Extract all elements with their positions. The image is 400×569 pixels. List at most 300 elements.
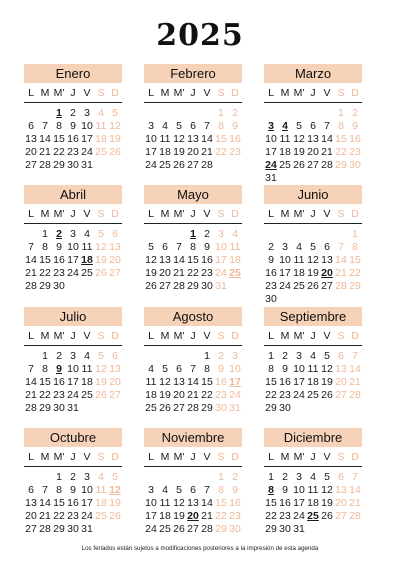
day-cell: 1 [268,471,274,483]
day-cell: 10 [293,484,305,496]
day-cell: 2 [56,350,62,362]
day-cell: 3 [70,350,76,362]
day-cell: 19 [145,267,157,279]
day-cell: 5 [98,350,104,362]
empty-day-cell [186,107,200,120]
day-cell: 3 [70,228,76,240]
day-cell: 24 [145,523,157,535]
day-cell: 18 [159,146,171,158]
day-cell: 21 [39,146,51,158]
day-cell: 30 [67,523,79,535]
weekday-label: L [28,330,34,342]
day-cell: 4 [310,350,316,362]
day-cell: 6 [112,228,118,240]
weekday-label: D [231,87,239,99]
day-cell: 23 [229,146,241,158]
day-cell: 17 [293,376,305,388]
day-cell: 27 [307,159,319,171]
day-cell: 9 [232,484,238,496]
weekday-label: L [148,208,154,220]
days-grid [144,471,242,536]
day-cell: 9 [70,120,76,132]
day-cell: 28 [25,402,37,414]
day-cell: 29 [265,402,277,414]
day-cell: 6 [176,363,182,375]
day-cell: 3 [84,107,90,119]
day-cell: 12 [95,363,107,375]
day-cell: 23 [279,389,291,401]
day-cell: 9 [282,484,288,496]
day-cell: 1 [268,350,274,362]
day-cell: 5 [112,107,118,119]
weekday-label: S [97,87,105,99]
day-cell: 18 [293,267,305,279]
day-cell: 21 [201,146,213,158]
day-cell: 31 [81,159,93,171]
day-cell: 9 [70,484,76,496]
day-cell: 23 [265,280,277,292]
weekday-label: D [111,330,119,342]
weekday-label: M [40,451,50,463]
empty-day-cell [144,471,158,484]
day-cell: 21 [201,510,213,522]
weekday-label: M' [173,208,185,220]
holiday-day-cell: 8 [268,484,274,496]
month-name: Febrero [144,64,242,83]
day-cell: 27 [173,402,185,414]
weekday-label: D [111,451,119,463]
weekday-label: S [217,330,225,342]
empty-day-cell [144,228,158,241]
empty-day-cell [278,107,292,120]
day-cell: 4 [310,471,316,483]
day-cell: 18 [81,376,93,388]
day-cell: 5 [112,471,118,483]
holiday-day-cell: 25 [229,267,241,279]
day-cell: 27 [335,510,347,522]
days-grid [264,107,362,185]
month-abril [24,185,122,293]
holiday-day-cell: 18 [81,254,93,266]
day-cell: 2 [352,107,358,119]
weekday-label: M' [293,208,305,220]
weekday-label: S [217,87,225,99]
weekday-label: M [280,330,290,342]
day-cell: 12 [109,120,121,132]
weekday-label: J [190,208,196,220]
day-cell: 29 [201,402,213,414]
day-cell: 11 [159,497,171,509]
weekday-label: M [280,87,290,99]
day-cell: 2 [282,471,288,483]
days-grid [264,228,362,306]
month-marzo [264,64,362,185]
weekday-label: J [70,451,76,463]
day-cell: 8 [190,241,196,253]
day-cell: 27 [187,159,199,171]
holiday-day-cell: 24 [265,159,277,171]
day-cell: 8 [42,241,48,253]
day-cell: 28 [39,159,51,171]
weekday-label: M' [53,87,65,99]
day-cell: 23 [349,146,361,158]
empty-day-cell [320,228,334,241]
day-cell: 23 [53,267,65,279]
day-cell: 5 [162,363,168,375]
day-cell: 7 [42,120,48,132]
day-cell: 17 [279,267,291,279]
day-cell: 9 [282,363,288,375]
day-cell: 4 [148,363,154,375]
day-cell: 29 [187,280,199,292]
day-cell: 12 [95,241,107,253]
day-cell: 15 [349,254,361,266]
month-name: Abril [24,185,122,204]
day-cell: 14 [349,363,361,375]
day-cell: 5 [324,350,330,362]
month-agosto [144,307,242,415]
day-cell: 19 [321,497,333,509]
day-cell: 3 [296,350,302,362]
day-cell: 28 [173,280,185,292]
weekday-label: L [268,330,274,342]
weekday-label: M [160,451,170,463]
holiday-day-cell: 20 [187,510,199,522]
day-cell: 27 [109,267,121,279]
day-cell: 10 [67,363,79,375]
day-cell: 6 [324,241,330,253]
day-cell: 15 [53,497,65,509]
day-cell: 22 [53,510,65,522]
day-cell: 4 [84,228,90,240]
day-cell: 13 [335,363,347,375]
month-enero [24,64,122,172]
weekday-label: D [351,330,359,342]
day-cell: 3 [282,241,288,253]
day-cell: 7 [338,241,344,253]
day-cell: 27 [321,280,333,292]
day-cell: 1 [204,350,210,362]
weekday-label: V [203,451,211,463]
day-cell: 8 [352,241,358,253]
empty-day-cell [264,228,278,241]
day-cell: 12 [173,133,185,145]
day-cell: 22 [39,267,51,279]
weekday-header [24,329,122,346]
day-cell: 16 [279,497,291,509]
day-cell: 23 [279,510,291,522]
day-cell: 20 [25,510,37,522]
day-cell: 22 [215,146,227,158]
day-cell: 27 [187,523,199,535]
day-cell: 28 [321,159,333,171]
weekday-label: S [97,208,105,220]
day-cell: 18 [307,376,319,388]
day-cell: 12 [293,133,305,145]
days-grid [144,228,242,293]
day-cell: 26 [293,159,305,171]
day-cell: 8 [218,120,224,132]
day-cell: 19 [321,376,333,388]
day-cell: 11 [307,484,319,496]
day-cell: 20 [109,376,121,388]
day-cell: 19 [95,376,107,388]
day-cell: 1 [56,471,62,483]
holiday-day-cell: 17 [229,376,241,388]
weekday-label: M' [53,208,65,220]
day-cell: 22 [335,146,347,158]
day-cell: 11 [95,484,107,496]
weekday-header [264,207,362,224]
weekday-label: S [217,208,225,220]
month-septiembre [264,307,362,415]
day-cell: 29 [53,159,65,171]
weekday-header [24,207,122,224]
weekday-label: M' [53,330,65,342]
day-cell: 30 [53,402,65,414]
weekday-label: S [337,451,345,463]
day-cell: 8 [218,484,224,496]
day-cell: 3 [148,120,154,132]
holiday-day-cell: 25 [307,510,319,522]
day-cell: 25 [81,389,93,401]
day-cell: 21 [349,376,361,388]
day-cell: 16 [67,133,79,145]
day-cell: 12 [145,254,157,266]
day-cell: 11 [293,254,305,266]
day-cell: 4 [84,350,90,362]
day-cell: 10 [229,363,241,375]
day-cell: 13 [187,497,199,509]
day-cell: 1 [42,228,48,240]
weekday-label: M' [173,330,185,342]
weekday-header [144,329,242,346]
day-cell: 17 [67,376,79,388]
day-cell: 7 [28,363,34,375]
weekday-label: J [310,330,316,342]
weekday-label: S [217,451,225,463]
month-febrero [144,64,242,172]
weekday-label: M [40,330,50,342]
weekday-label: V [83,451,91,463]
weekday-label: D [111,208,119,220]
day-cell: 28 [201,523,213,535]
weekday-label: S [337,208,345,220]
day-cell: 16 [67,497,79,509]
day-cell: 28 [349,389,361,401]
weekday-label: L [148,87,154,99]
day-cell: 21 [349,497,361,509]
day-cell: 2 [268,241,274,253]
day-cell: 17 [145,146,157,158]
day-cell: 11 [81,363,93,375]
day-cell: 28 [335,280,347,292]
day-cell: 26 [173,159,185,171]
day-cell: 12 [321,363,333,375]
empty-day-cell [278,228,292,241]
day-cell: 13 [321,254,333,266]
day-cell: 12 [307,254,319,266]
day-cell: 26 [95,267,107,279]
day-cell: 2 [232,471,238,483]
month-name: Noviembre [144,428,242,447]
day-cell: 10 [215,241,227,253]
day-cell: 24 [67,267,79,279]
day-cell: 7 [28,241,34,253]
day-cell: 31 [265,172,277,184]
day-cell: 30 [279,523,291,535]
empty-day-cell [144,350,158,363]
day-cell: 6 [190,484,196,496]
day-cell: 6 [28,484,34,496]
month-name: Marzo [264,64,362,83]
weekday-header [24,86,122,103]
weekday-label: M' [293,87,305,99]
day-cell: 24 [229,389,241,401]
day-cell: 13 [335,484,347,496]
day-cell: 30 [265,293,277,305]
day-cell: 28 [349,510,361,522]
day-cell: 29 [335,159,347,171]
day-cell: 17 [145,510,157,522]
day-cell: 17 [215,254,227,266]
weekday-label: M' [173,87,185,99]
empty-day-cell [24,350,38,363]
day-cell: 9 [232,120,238,132]
day-cell: 31 [293,523,305,535]
weekday-label: J [310,87,316,99]
holiday-day-cell: 4 [282,120,288,132]
weekday-label: L [148,330,154,342]
empty-day-cell [24,228,38,241]
day-cell: 12 [321,484,333,496]
day-cell: 13 [25,133,37,145]
day-cell: 8 [268,363,274,375]
day-cell: 11 [81,241,93,253]
empty-day-cell [200,107,214,120]
day-cell: 4 [162,484,168,496]
day-cell: 26 [307,280,319,292]
day-cell: 25 [159,159,171,171]
day-cell: 24 [293,510,305,522]
month-name: Agosto [144,307,242,326]
weekday-label: M' [53,451,65,463]
day-cell: 6 [162,241,168,253]
day-cell: 20 [159,267,171,279]
day-cell: 5 [324,471,330,483]
day-cell: 21 [25,389,37,401]
empty-day-cell [24,107,38,120]
day-cell: 10 [81,120,93,132]
day-cell: 18 [307,497,319,509]
day-cell: 3 [84,471,90,483]
day-cell: 13 [109,363,121,375]
weekday-label: S [337,87,345,99]
day-cell: 8 [56,120,62,132]
day-cell: 26 [95,389,107,401]
day-cell: 15 [265,376,277,388]
empty-day-cell [306,107,320,120]
day-cell: 16 [279,376,291,388]
weekday-label: J [190,330,196,342]
day-cell: 8 [42,363,48,375]
day-cell: 15 [53,133,65,145]
month-name: Octubre [24,428,122,447]
empty-day-cell [186,471,200,484]
day-cell: 2 [282,350,288,362]
day-cell: 5 [176,120,182,132]
day-cell: 27 [159,280,171,292]
day-cell: 4 [162,120,168,132]
day-cell: 21 [321,146,333,158]
day-cell: 29 [349,280,361,292]
weekday-label: D [231,208,239,220]
day-cell: 14 [39,133,51,145]
days-grid [264,471,362,536]
day-cell: 7 [352,350,358,362]
month-name: Diciembre [264,428,362,447]
day-cell: 10 [145,497,157,509]
empty-day-cell [38,107,52,120]
day-cell: 7 [190,363,196,375]
day-cell: 9 [268,254,274,266]
day-cell: 16 [229,133,241,145]
day-cell: 21 [187,389,199,401]
empty-day-cell [144,107,158,120]
day-cell: 26 [159,402,171,414]
day-cell: 2 [218,350,224,362]
day-cell: 22 [201,389,213,401]
weekday-label: J [70,87,76,99]
day-cell: 20 [187,146,199,158]
day-cell: 10 [67,241,79,253]
weekday-label: M [280,451,290,463]
day-cell: 3 [232,350,238,362]
weekday-label: S [97,330,105,342]
weekday-header [144,450,242,467]
day-cell: 2 [70,107,76,119]
day-cell: 29 [265,523,277,535]
day-cell: 24 [67,389,79,401]
empty-day-cell [292,228,306,241]
day-cell: 27 [335,389,347,401]
weekday-label: M' [173,451,185,463]
day-cell: 3 [296,471,302,483]
day-cell: 20 [307,146,319,158]
day-cell: 25 [95,146,107,158]
days-grid [24,471,122,536]
day-cell: 26 [321,389,333,401]
weekday-label: J [310,451,316,463]
day-cell: 15 [215,133,227,145]
weekday-header [264,450,362,467]
month-junio [264,185,362,306]
day-cell: 13 [109,241,121,253]
day-cell: 23 [229,510,241,522]
day-cell: 13 [307,133,319,145]
day-cell: 30 [201,280,213,292]
weekday-label: J [190,87,196,99]
day-cell: 8 [204,363,210,375]
weekday-label: J [70,208,76,220]
day-cell: 14 [39,497,51,509]
month-diciembre [264,428,362,536]
day-cell: 13 [173,376,185,388]
day-cell: 19 [95,254,107,266]
day-cell: 15 [187,254,199,266]
empty-day-cell [172,228,186,241]
weekday-label: J [310,208,316,220]
